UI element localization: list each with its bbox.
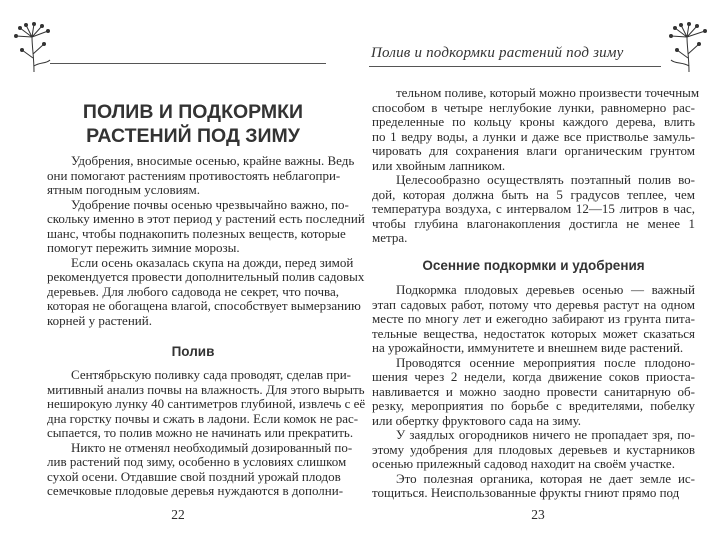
text-line: или хвойным лапником.: [372, 157, 506, 173]
paragraph: [47, 254, 365, 329]
text-line: лив растений под зиму, особенно в условиях слишком: [47, 454, 347, 469]
text-line: метра.: [372, 230, 408, 245]
paragraph: [372, 472, 695, 501]
paragraph: [372, 356, 695, 429]
text-line: температура воздуха, с интервалом 12—15 литров в час,: [372, 201, 695, 216]
text-line: Это полезная органика, которая не дает земле ис-: [396, 470, 695, 486]
text-line: тельные вещества, недостаток которых может сказаться: [372, 325, 695, 341]
text-line: Проводятся осенние мероприятия после плодоно-: [396, 354, 695, 370]
text-line: помогут пережить зимние морозы.: [47, 240, 240, 255]
paragraph: [47, 367, 366, 441]
section-text: [372, 283, 695, 501]
plant-ornament-icon: [665, 22, 713, 74]
text-line: по 1 ведру воды, а лунки и даже все приствольe замуль-: [372, 128, 695, 144]
text-line: Подкормка плодовых деревьев осенью — важный: [396, 282, 695, 297]
right-page: [363, 0, 727, 540]
text-line: скольку именно в этот период у растений есть последний: [47, 211, 365, 226]
text-line: дна горстку почвы и сжать в ладони. Если комок не рас-: [47, 410, 359, 426]
text-line: этому удобрения для плодовых деревьев и кустарников: [372, 441, 695, 457]
text-line: навливается и можно заодно провести санитарную об-: [372, 383, 695, 399]
paragraph: [372, 85, 700, 173]
intro-text: [47, 153, 365, 328]
text-line: резку, мероприятия по борьбе с вредителями, побелку: [372, 398, 695, 413]
text-line: Целесообразно осуществлять поэтапный полив во-: [396, 172, 695, 187]
text-line: месте по многу лет и ежегодно забирают из грунта пита-: [372, 311, 695, 326]
chapter-title-line: РАСТЕНИЙ ПОД ЗИМУ: [86, 125, 300, 147]
text-line: корней у растений.: [47, 312, 152, 328]
text-line: тощиться. Неиспользованные фрукты гниют прямо под: [372, 485, 680, 500]
paragraph: [47, 439, 353, 499]
paragraph: [372, 428, 695, 472]
text-line: Если осень оказалась скупа на дожди, перед зимой: [71, 254, 354, 270]
text-line: Никто не отменял необходимый дозированный по-: [71, 439, 353, 455]
text-line: семечковые плодовые деревья нуждаются в дополни-: [47, 483, 344, 498]
chapter-title: [47, 100, 339, 148]
text-line: шения через 2 недели, когда движение соков приоста-: [372, 369, 695, 384]
text-line: они помогают растениям противостоять неблагопри-: [47, 167, 341, 183]
page-number: 22: [171, 507, 185, 522]
section-heading: Осенние подкормки и удобрения: [422, 258, 645, 273]
text-line: Удобрения, вносимые осенью, крайне важны. Ведь: [71, 153, 355, 168]
text-line: рекомендуется провести дополнительный полив садовых: [47, 269, 365, 284]
text-line: дой, которая должна быть на 5 градусов теплее, чем: [372, 186, 695, 202]
text-line: сыпается, то полив можно не начинать или прекратить.: [47, 425, 354, 440]
text-line: этап садовых работ, потому что деревья растут на одном: [372, 296, 695, 312]
page-number: 23: [531, 507, 545, 522]
plant-ornament-icon: [12, 22, 54, 74]
chapter-title-line: ПОЛИВ И ПОДКОРМКИ: [82, 101, 304, 123]
text-line: на урожайности, иммунитете и внешнем виде растений.: [372, 340, 684, 355]
text-line: ятным погодным условиям.: [47, 182, 201, 197]
paragraph: [372, 283, 695, 356]
text-line: осенью прилежный садовод находит на своём участке.: [372, 456, 675, 471]
text-line: митивный анализ почвы на влажность. Для этого вырыть: [47, 381, 365, 397]
text-line: способом в четыре неглубокие лунки, равномерно рас-: [372, 99, 695, 115]
paragraph: [47, 196, 365, 256]
text-line: или обертку фруктового сада на зиму.: [372, 412, 582, 428]
paragraph: [47, 153, 355, 198]
header-rule: [50, 63, 326, 64]
paragraph: [372, 173, 695, 246]
text-line: сухой осени. Отдавшие свой поздний урожай плодов: [47, 468, 341, 484]
continued-text: [372, 85, 700, 246]
text-line: У заядлых огородников ничего не пропадает зря, по-: [396, 427, 695, 442]
header-rule: [369, 66, 661, 67]
text-line: пределенные по кольцу кроны каждого дерева, влить: [372, 114, 695, 129]
text-line: Сентябрьскую поливку сада проводят, сделав при-: [71, 367, 352, 382]
section-heading: Полив: [171, 344, 215, 359]
text-line: чтобы глубина влагонакопления достигла не менее 1: [372, 215, 695, 231]
text-line: тельном поливе, который можно произвести точечным: [396, 85, 700, 100]
text-line: Удобрение почвы осенью чрезвычайно важно, по-: [71, 196, 349, 212]
text-line: которая не обогащена влагой, способствует вымерзанию: [47, 298, 361, 313]
text-line: шанс, чтобы поднакопить полезных веществ, которые: [47, 225, 346, 241]
section-text: [47, 367, 366, 499]
running-head: Полив и подкормки растений под зиму: [371, 45, 624, 61]
text-line: деревьев. Для любого садовода не секрет, что почва,: [47, 283, 339, 299]
text-line: неширокую лунку 40 сантиметров глубиной, извлечь с её: [47, 396, 366, 411]
text-line: чировать для сохранения влаги органическим грунтом: [372, 143, 695, 158]
